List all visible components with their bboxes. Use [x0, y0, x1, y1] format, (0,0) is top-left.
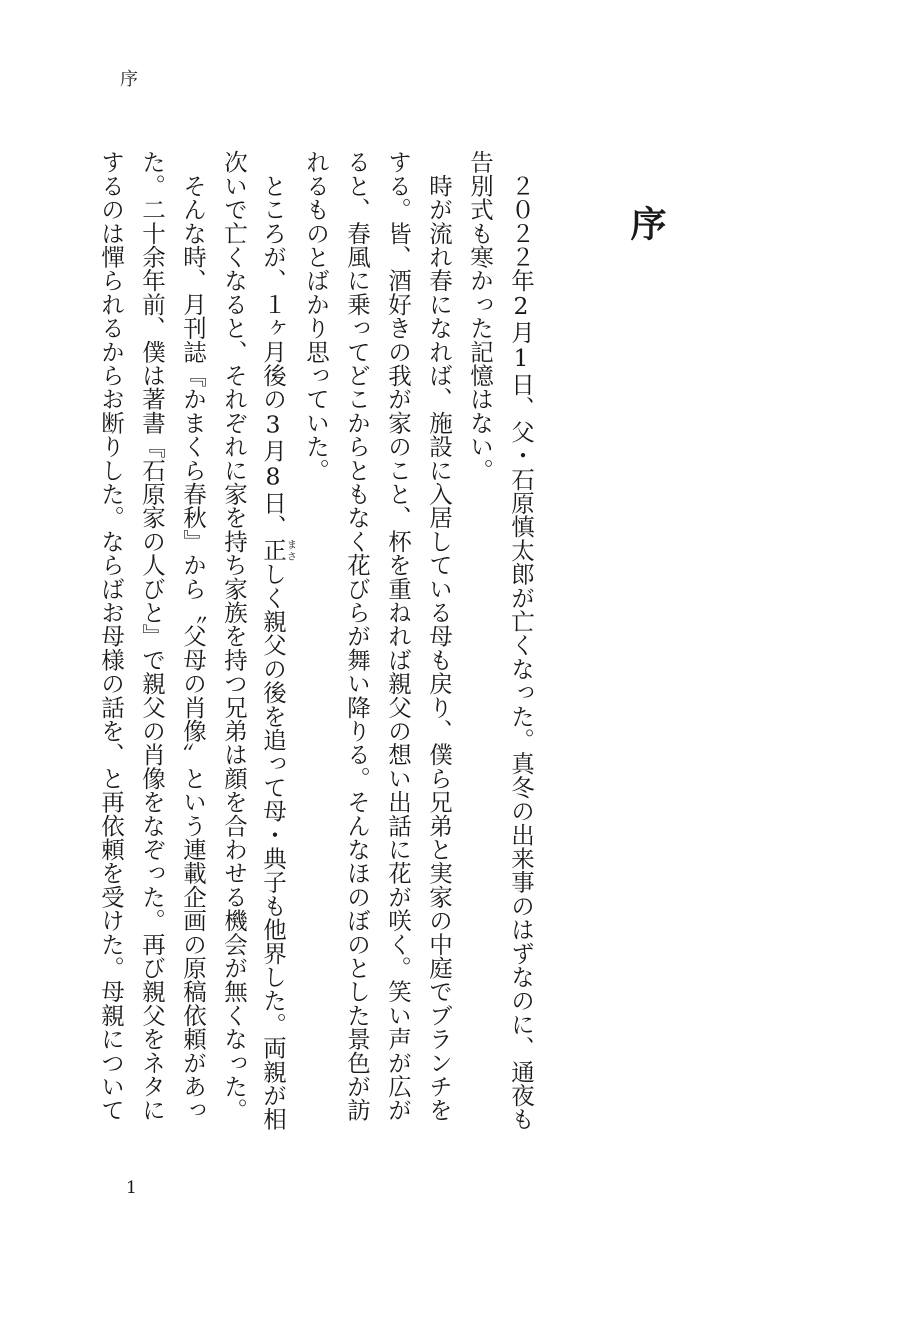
text-segment: しく親父の後を追って母・典子も他界した。両親が相: [259, 561, 287, 1131]
text-line: するのは憚られるからお断りした。ならばお母様の話を、と再依頼を受けた。母親について: [97, 150, 125, 1122]
text-line: ２０２２年2月1日、父・石原慎太郎が亡くなった。真冬の出来事のはずなのに、通夜も: [507, 150, 535, 1131]
text-line: 時が流れ春になれば、施設に入居している母も戻り、僕ら兄弟と実家の中庭でブランチを: [425, 150, 453, 1122]
text-line: 次いで亡くなると、それぞれに家を持ち家族を持つ兄弟は顔を合わせる機会が無くなった。: [220, 150, 248, 1122]
ruby-reading: まさ: [284, 538, 296, 562]
text-line: ると、春風に乗ってどこからともなく花びらが舞い降りる。そんなほのぼのとした景色が訪: [343, 150, 371, 1122]
text-line: そんな時、月刊誌『かまくら春秋』から〝父母の肖像〟という連載企画の原稿依頼があっ: [179, 150, 207, 1122]
body-text: [90, 150, 541, 1150]
text-line: た。二十余年前、僕は著書『石原家の人びと』で親父の肖像をなぞった。再び親父をネタに: [138, 150, 166, 1122]
text-line-with-ruby: [254, 150, 295, 1150]
ruby-base: 正: [259, 538, 287, 562]
text-line: する。皆、酒好きの我が家のこと、杯を重ねれば親父の想い出話に花が咲く。笑い声が広が: [384, 150, 412, 1122]
page-number: 1: [126, 1178, 137, 1198]
text-line: 告別式も寒かった記憶はない。: [466, 150, 494, 482]
running-header: 序: [120, 69, 138, 90]
ruby-annotation: [259, 538, 296, 562]
chapter-title: 序: [625, 205, 667, 241]
text-segment: ところが、１ヶ月後の3月8日、: [259, 150, 287, 539]
text-line: れるものとばかり思っていた。: [302, 150, 330, 482]
